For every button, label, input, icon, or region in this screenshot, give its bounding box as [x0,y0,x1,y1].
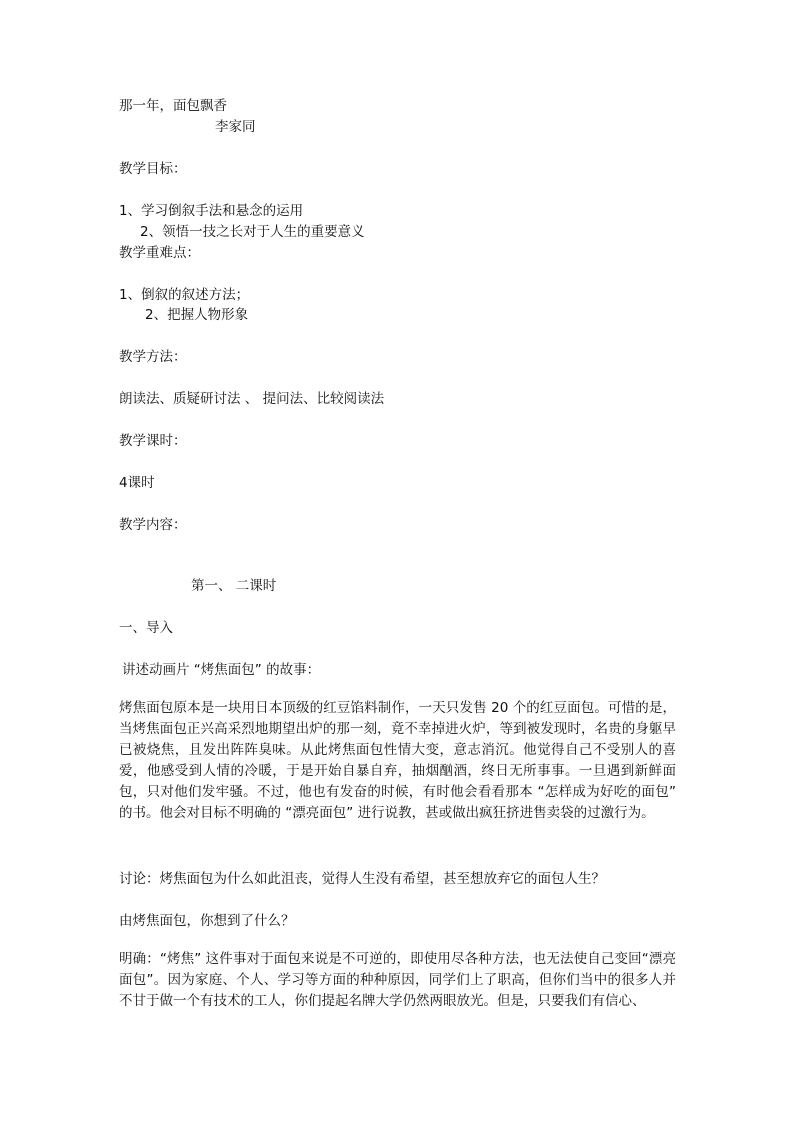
answer-paragraph: 明确：“烤焦” 这件事对于面包来说是不可逆的，即使用尽各种方法，也无法使自己变回“漂亮面包”。因为家庭、个人、学习等方面的种种原因，同学们上了职高，但你们当中的很多人并不甘于做一个有技术的工人，你们提起名牌大学仍然两眼放光。但是，只要我们有信心、 [119,951,676,1009]
hours-heading: 教学课时： [119,433,187,449]
reflection-question: 由烤焦面包，你想到了什么？ [119,913,295,929]
discussion-question: 讨论：烤焦面包为什么如此沮丧，觉得人生没有希望，甚至想放弃它的面包人生？ [119,871,605,887]
document-title: 那一年，面包飘香 [119,98,227,114]
difficulty-item-1: 1、倒叙的叙述方法； [119,287,250,303]
methods-text: 朗读法、质疑研讨法 、 提问法、比较阅读法 [119,391,385,407]
goals-heading: 教学目标： [119,161,187,177]
goal-item-2: 2、领悟一技之长对于人生的重要意义 [140,224,365,240]
difficulties-heading: 教学重难点： [119,245,200,261]
difficulty-item-2: 2、把握人物形象 [145,307,249,323]
author-name: 李家同 [215,119,256,135]
content-heading: 教学内容： [119,517,187,533]
lesson-heading: 第一、 二课时 [191,578,277,594]
goal-item-1: 1、学习倒叙手法和悬念的运用 [119,203,304,219]
story-paragraph: 烤焦面包原本是一块用日本顶级的红豆馅料制作，一天只发售 20 个的红豆面包。可惜的是，当烤焦面包正兴高采烈地期望出炉的那一刻，竟不幸掉进火炉，等到被发现时，名贵的身躯早已被烧焦，且发出阵阵臭味。从此烤焦面包性情大变，意志消沉。他觉得自己不受别人的喜爱，他感受到人情的冷暖，于是开始自暴自弃，抽烟酗酒，终日无所事事。一旦遇到新鲜面包，只对他们发牢骚。不过，他也有发奋的时候，有时他会看看那本 “怎样成为好吃的面包” 的书。他会对目标不明确的 “漂亮面包” 进行说教，甚或做出疯狂挤进售卖袋的过激行为。 [119,700,676,821]
section-intro-heading: 一、导入 [119,620,173,636]
story-intro: 讲述动画片 “烤焦面包” 的故事： [122,662,321,678]
hours-text: 4课时 [119,475,155,491]
methods-heading: 教学方法： [119,349,187,365]
